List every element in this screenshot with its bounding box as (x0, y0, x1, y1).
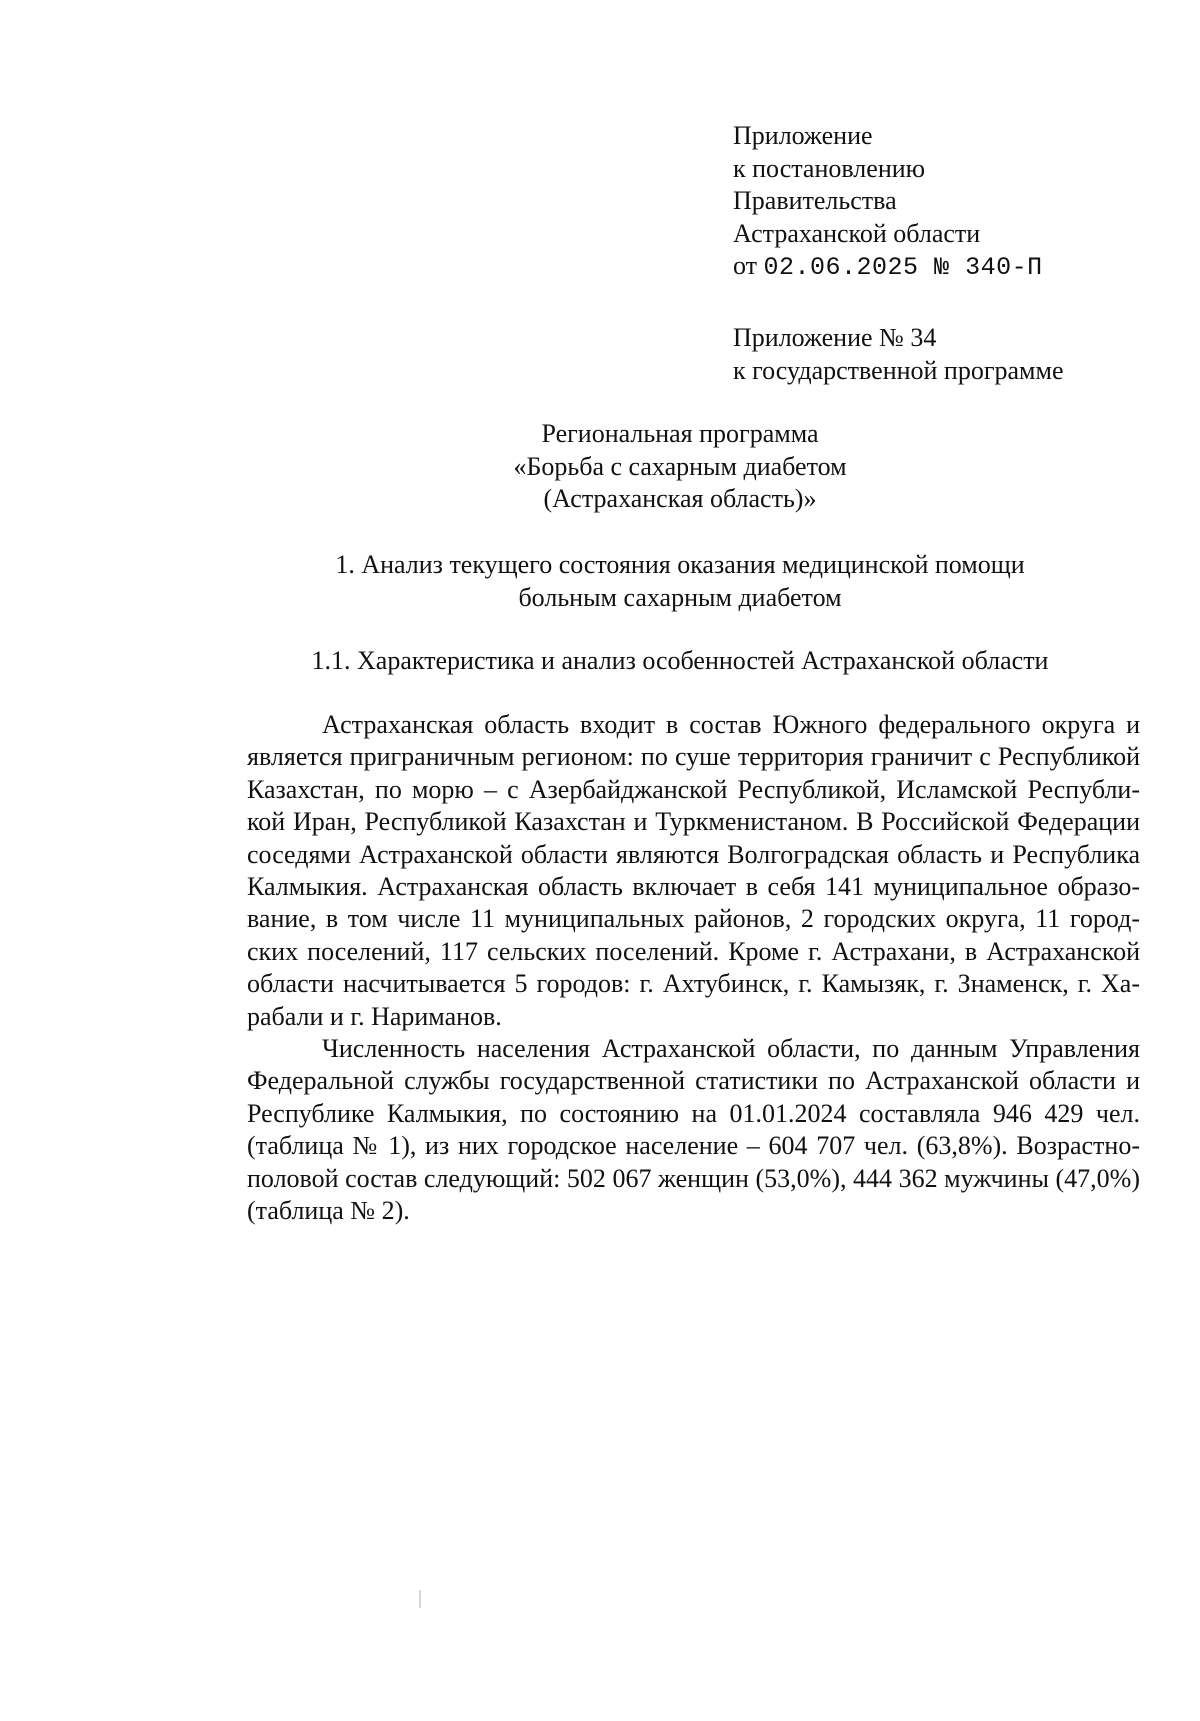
appendix-line-1: Приложение № 34 (733, 323, 937, 352)
section-title-line-1: 1. Анализ текущего состояния оказания медицинской помощи (335, 550, 1025, 579)
approval-date-line (733, 250, 1153, 285)
paragraph-2-line: Республике Калмыкия, по состоянию на 01.01.2024 составляла 946 429 чел. (247, 1098, 1140, 1128)
paragraph-1-line: области насчитывается 5 городов: г. Ахтубинск, г. Камызяк, г. Знаменск, г. Ха- (247, 969, 1140, 999)
paragraph-1-line: Астраханская область входит в состав Южного федерального округа и (322, 710, 1140, 739)
paragraph-1-line: рабали и г. Нариманов. (247, 1001, 502, 1031)
paragraph-1-line: вание, в том числе 11 муниципальных районов, 2 городских округа, 11 город- (247, 904, 1140, 934)
program-title (170, 418, 1190, 516)
approval-line-3: Правительства (733, 186, 897, 215)
paragraph-1-line: Казахстан, по морю – с Азербайджанской Республикой, Исламской Республи- (247, 774, 1140, 804)
section-title (170, 549, 1190, 614)
scan-artifact (419, 1590, 421, 1608)
paragraph-1-line: соседями Астраханской области являются Волгоградская область и Республика (247, 839, 1140, 869)
appendix-block (733, 322, 1153, 387)
approval-block (733, 120, 1153, 285)
paragraph-2-line: Федеральной службы государственной статистики по Астраханской области и (247, 1066, 1140, 1096)
subsection-title: 1.1. Характеристика и анализ особенностей Астраханской области (311, 646, 1049, 675)
body-text (172, 709, 1140, 1228)
approval-line-1: Приложение (733, 121, 873, 150)
appendix-line-2: к государственной программе (733, 355, 1064, 385)
paragraph-2-line: Численность населения Астраханской области, по данным Управления (322, 1034, 1140, 1064)
paragraph-1 (172, 709, 1140, 1033)
approval-line-2: к постановлению (733, 153, 926, 183)
paragraph-1-line: является приграничным регионом: по суше территория граничит с Республикой (247, 742, 1140, 772)
paragraph-1-line: кой Иран, Республикой Казахстан и Туркменистаном. В Российской Федерации (247, 807, 1140, 837)
approval-date-prefix: от (733, 251, 758, 280)
program-title-line-2: «Борьба с сахарным диабетом (513, 451, 847, 481)
paragraph-2-line: половой состав следующий: 502 067 женщин (53,0%), 444 362 мужчины (47,0%) (247, 1163, 1140, 1193)
section-title-line-2: больным сахарным диабетом (518, 582, 842, 612)
approval-date-stamp: 02.06.2025 № 340-П (763, 253, 1043, 282)
paragraph-2 (172, 1033, 1140, 1227)
paragraph-2-line: (таблица № 1), из них городское население – 604 707 чел. (63,8%). Возрастно- (247, 1131, 1140, 1161)
approval-line-4: Астраханской области (733, 218, 981, 248)
paragraph-1-line: ских поселений, 117 сельских поселений. Кроме г. Астрахани, в Астраханской (247, 936, 1140, 966)
program-title-line-1: Региональная программа (541, 419, 819, 448)
program-title-line-3: (Астраханская область)» (543, 484, 817, 513)
paragraph-2-line: (таблица № 2). (247, 1196, 410, 1226)
paragraph-1-line: Калмыкия. Астраханская область включает в себя 141 муниципальное образо- (247, 872, 1140, 902)
